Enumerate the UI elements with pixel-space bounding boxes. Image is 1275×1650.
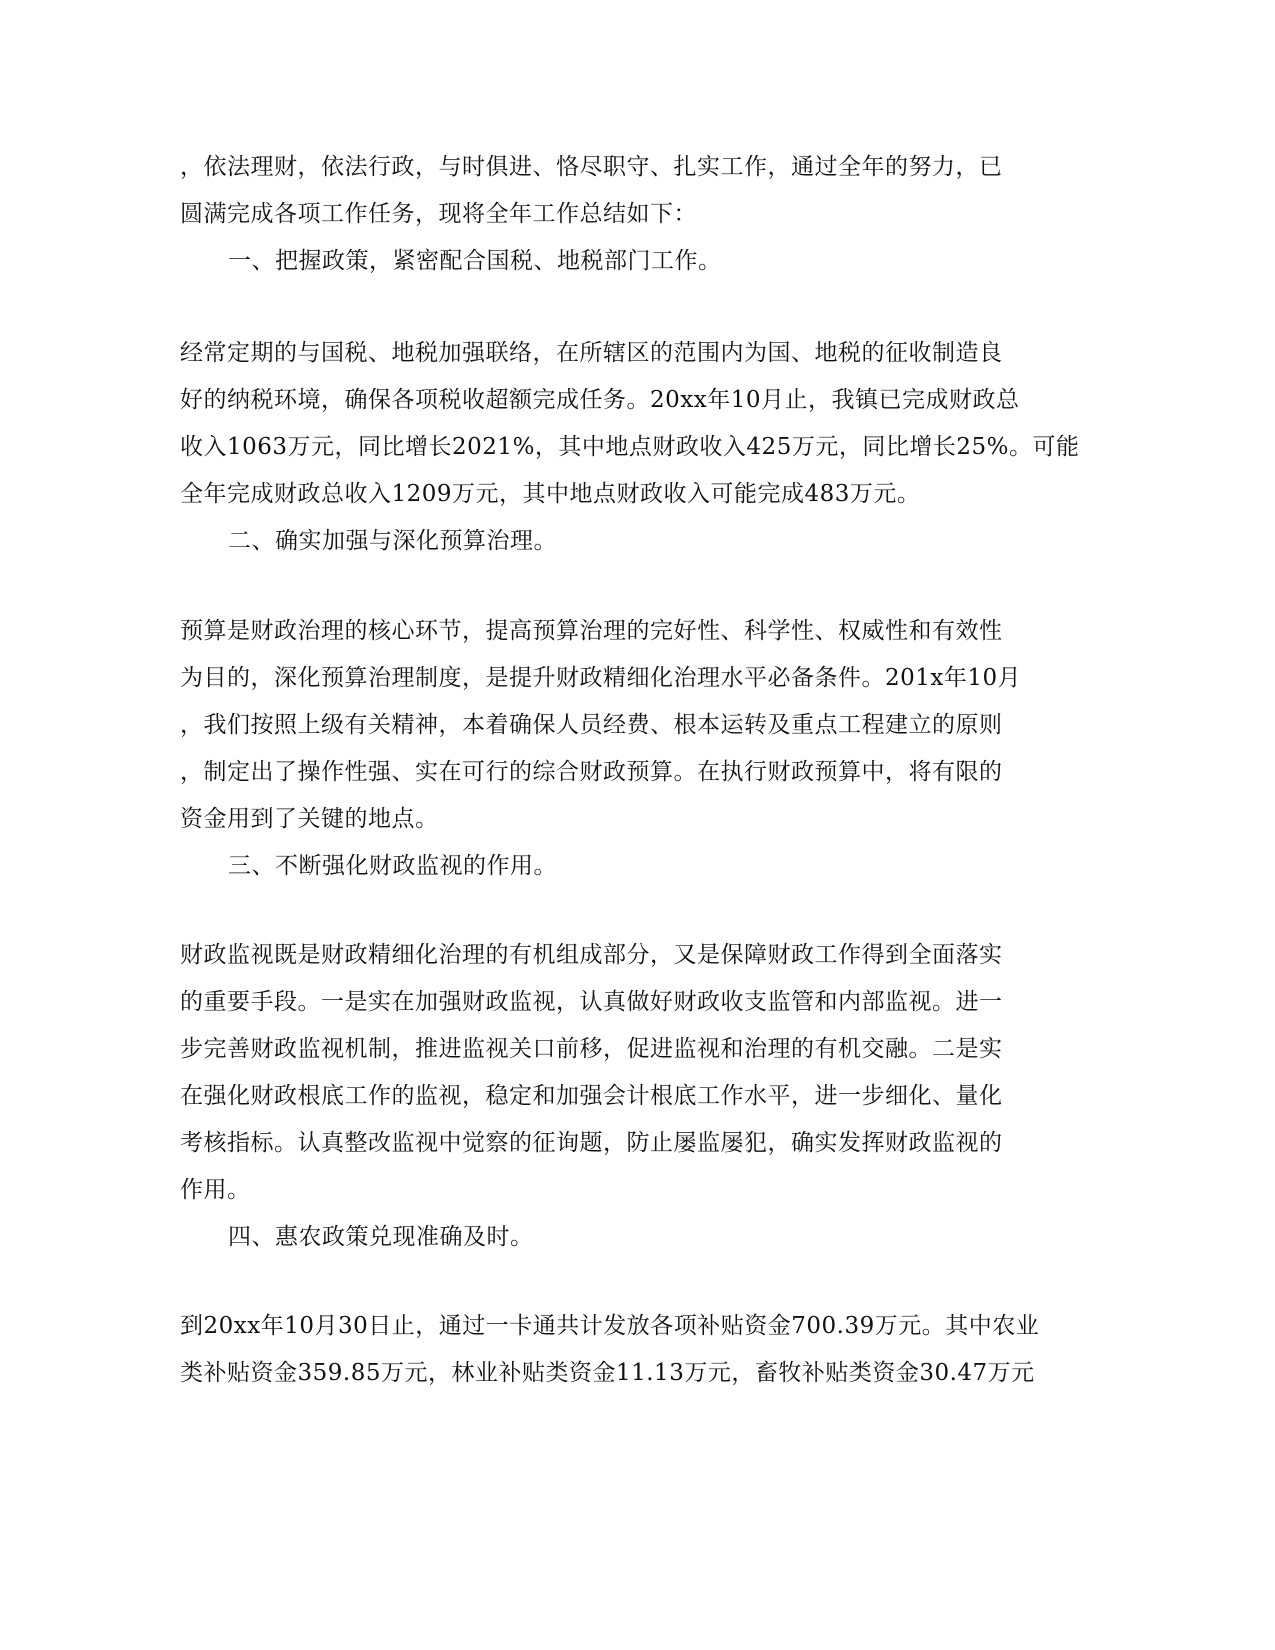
text-line: 到20xx年10月30日止，通过一卡通共计发放各项补贴资金700.39万元。其中农业 (180, 1313, 1040, 1339)
text-line: ，制定出了操作性强、实在可行的综合财政预算。在执行财政预算中，将有限的 (180, 759, 1003, 785)
section-heading-3: 三、不断强化财政监视的作用。 (228, 853, 557, 879)
section-heading-1: 一、把握政策，紧密配合国税、地税部门工作。 (228, 248, 722, 274)
text-line: 财政监视既是财政精细化治理的有机组成部分，又是保障财政工作得到全面落实 (180, 942, 1003, 968)
text-line: 预算是财政治理的核心环节，提高预算治理的完好性、科学性、权威性和有效性 (180, 618, 1003, 644)
intro-paragraph (180, 144, 1060, 285)
text-line: 全年完成财政总收入1209万元，其中地点财政收入可能完成483万元。 (180, 481, 921, 507)
text-line: 经常定期的与国税、地税加强联络，在所辖区的范围内为国、地税的征收制造良 (180, 340, 1003, 366)
text-line: 圆满完成各项工作任务，现将全年工作总结如下： (180, 201, 697, 227)
text-line: 类补贴资金359.85万元，林业补贴类资金11.13万元，畜牧补贴类资金30.47万元 (180, 1360, 1035, 1386)
section2-paragraph (180, 608, 1060, 890)
text-line: ，我们按照上级有关精神，本着确保人员经费、根本运转及重点工程建立的原则 (180, 712, 1003, 738)
section-heading-2: 二、确实加强与深化预算治理。 (228, 528, 557, 554)
text-line: 的重要手段。一是实在加强财政监视，认真做好财政收支监管和内部监视。进一 (180, 989, 1003, 1015)
text-line: 收入1063万元，同比增长2021%，其中地点财政收入425万元，同比增长25%。可能 (180, 434, 1080, 460)
text-line: 好的纳税环境，确保各项税收超额完成任务。20xx年10月止，我镇已完成财政总 (180, 387, 1020, 413)
text-line: 在强化财政根底工作的监视，稳定和加强会计根底工作水平，进一步细化、量化 (180, 1083, 1003, 1109)
section4-paragraph (180, 1303, 1060, 1397)
section3-paragraph (180, 932, 1060, 1261)
text-line: 步完善财政监视机制，推进监视关口前移，促进监视和治理的有机交融。二是实 (180, 1036, 1003, 1062)
section-heading-4: 四、惠农政策兑现准确及时。 (228, 1224, 534, 1250)
section1-paragraph (180, 330, 1080, 565)
text-line: 作用。 (180, 1177, 251, 1203)
text-line: 考核指标。认真整改监视中觉察的征询题，防止屡监屡犯，确实发挥财政监视的 (180, 1130, 1003, 1156)
text-line: 资金用到了关键的地点。 (180, 806, 439, 832)
text-line: 为目的，深化预算治理制度，是提升财政精细化治理水平必备条件。201x年10月 (180, 665, 1022, 691)
text-line: ，依法理财，依法行政，与时俱进、恪尽职守、扎实工作，通过全年的努力，已 (180, 154, 1003, 180)
